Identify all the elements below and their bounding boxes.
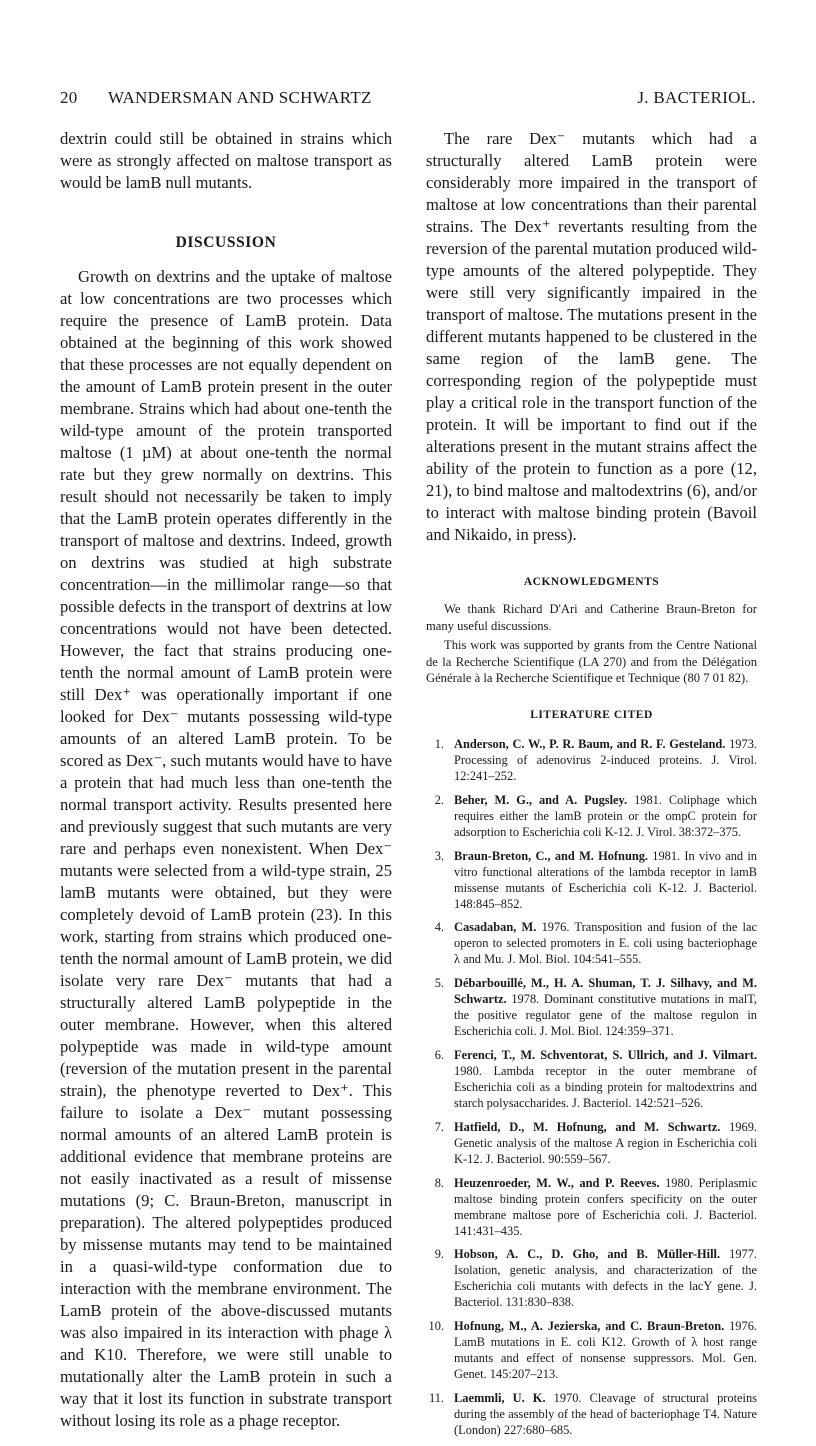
reference-details: 1981. In vivo and in vitro functional alterations of the lambda receptor in lamB missense mutants of Escherichia coli K-12. J. Bacteriol. 148:845–852.: [454, 848, 757, 911]
literature-heading: LITERATURE CITED: [530, 708, 653, 721]
reference-authors: Hobson, A. C., D. Gho, and B. Müller-Hill.: [454, 1247, 721, 1262]
reference-item: [426, 919, 757, 967]
reference-authors: Heuzenroeder, M. W., and P. Reeves.: [454, 1175, 660, 1190]
reference-number: 6.: [434, 1047, 444, 1062]
reference-item: [426, 848, 757, 912]
reference-authors: Anderson, C. W., P. R. Baum, and R. F. Gesteland.: [454, 736, 726, 751]
discussion-heading: DISCUSSION: [175, 234, 277, 251]
intro-paragraph: dextrin could still be obtained in strains which were as strongly affected on maltose transport as would be lamB null mutants.: [60, 129, 392, 192]
reference-number: 9.: [434, 1247, 444, 1262]
journal-name: J. BACTERIOL.: [637, 88, 756, 107]
reference-authors: Casadaban, M.: [454, 920, 537, 935]
reference-authors: Ferenci, T., M. Schventorat, S. Ullrich, and J. Vilmart.: [454, 1047, 757, 1062]
acknowledgment-thanks: We thank Richard D'Ari and Catherine Braun-Breton for many useful discussions.: [426, 602, 757, 633]
reference-item: [426, 975, 757, 1039]
reference-number: 7.: [434, 1119, 444, 1134]
reference-item: [426, 1246, 757, 1310]
reference-authors: Hofnung, M., A. Jezierska, and C. Braun-Breton.: [454, 1319, 725, 1334]
reference-authors: Débarbouillé, M., H. A. Shuman, T. J. Silhavy, and M. Schwartz.: [454, 976, 757, 1007]
reference-number: 2.: [434, 792, 444, 807]
reference-item: [426, 1175, 757, 1239]
reference-number: 3.: [434, 848, 444, 863]
reference-item: [426, 1119, 757, 1167]
reference-details: 1973. Processing of adenovirus 2-induced proteins. J. Virol. 12:241–252.: [454, 736, 757, 783]
reference-authors: Braun-Breton, C., and M. Hofnung.: [454, 848, 649, 863]
discussion-paragraph: Growth on dextrins and the uptake of maltose at low concentrations are two processes which require the presence of LamB protein. Data obtained at the beginning of this work showed that these processes are not equally dependent on the amount of LamB protein present in the outer membrane. Strains which had about one-tenth the wild-type amount of the protein transported maltose (1 µM) at about one-tenth the normal rate but they grew normally on dextrins. This result should not necessarily be taken to imply that the LamB protein operates differently in the transport of maltose and dextrins. Indeed, growth on dextrins was studied at high substrate concentration—in the millimolar range—so that possible defects in the transport of dextrins at low concentrations would not have been detected. However, the fact that strains producing one-tenth the normal amount of LamB protein were still Dex⁺ was operationally important if one looked for Dex⁻ mutants possessing wild-type amounts of an altered LamB protein. To be scored as Dex⁻, such mutants would have to have a protein that had much less than one-tenth the normal transport activity. Results presented here and previously suggest that such mutants are very rare and perhaps even nonexistent. When Dex⁻ mutants were selected from a wild-type strain, 25 lamB mutants were obtained, but they were completely devoid of LamB protein (23). In this work, starting from strains which produced one-tenth the normal amount of LamB protein, we did isolate very rare Dex⁻ mutants that had a structurally altered LamB polypeptide in the outer membrane. However, when this altered polypeptide was made in wild-type amount (reversion of the mutation present in the parental strain), the phenotype reverted to Dex⁺. This failure to isolate a Dex⁻ mutant possessing normal amounts of an altered LamB protein is additional evidence that membrane proteins are not easily inactivated as a result of missense mutations (9; C. Braun-Breton, manuscript in preparation). The altered polypeptides produced by missense mutants may tend to be maintained in a quasi-wild-type conformation due to interaction with the membrane environment. The LamB protein of the above-discussed mutants was also impaired in its interaction with phage λ and K10. Therefore, we were still unable to mutationally alter the LamB protein in such a way that it lost its function in substrate transport without losing its role as a phage receptor.: [60, 267, 392, 1430]
reference-number: 5.: [434, 976, 444, 991]
reference-details: 1977. Isolation, genetic analysis, and characterization of the Escherichia coli mutants with defects in the lacY gene. J. Bacteriol. 131:830–838.: [454, 1247, 757, 1310]
running-authors: WANDERSMAN AND SCHWARTZ: [108, 88, 372, 107]
reference-number: 11.: [428, 1390, 444, 1405]
reference-details: 1978. Dominant constitutive mutations in malT, the positive regulator gene of the maltose regulon in Escherichia coli. J. Mol. Biol. 124:359–371.: [454, 992, 757, 1039]
reference-details: 1976. Transposition and fusion of the lac operon to selected promoters in E. coli using bacteriophage λ and Mu. J. Mol. Biol. 104:541–555.: [454, 920, 758, 967]
reference-number: 1.: [434, 736, 444, 751]
reference-number: 10.: [428, 1319, 444, 1334]
reference-details: 1980. Periplasmic maltose binding protein confers specificity on the outer membrane maltose pore of Escherichia coli. J. Bacteriol. 141:431–435.: [454, 1175, 758, 1238]
acknowledgment-funding: This work was supported by grants from the Centre National de la Recherche Scientifique (LA 270) and from the Délégation Générale à la Recherche Scientifique et Technique (80 7 01 82).: [426, 638, 757, 686]
reference-item: [426, 736, 757, 784]
acknowledgments-heading: ACKNOWLEDGMENTS: [523, 576, 660, 588]
reference-details: 1976. LamB mutations in E. coli K12. Growth of λ host range mutants and effect of nonsense suppressors. Mol. Gen. Genet. 145:207–213.: [454, 1319, 757, 1382]
reference-authors: Beher, M. G., and A. Pugsley.: [454, 792, 628, 807]
conclusion-paragraph: The rare Dex⁻ mutants which had a structurally altered LamB protein were considerably more impaired in the transport of maltose at low concentrations than their parental strains. The Dex⁺ revertants resulting from the reversion of the parental mutation produced wild-type amounts of the altered polypeptide. They were still very significantly impaired in the transport of maltose. The mutations present in the different mutants happened to be clustered in the same region of the lamB gene. The corresponding region of the polypeptide must play a critical role in the transport function of the protein. It will be important to find out if the alterations present in the mutant strains affect the ability of the protein to function as a pore (12, 21), to bind maltose and maltodextrins (6), and/or to interact with maltose binding protein (Bavoil and Nikaido, in press).: [426, 129, 757, 544]
reference-authors: Hatfield, D., M. Hofnung, and M. Schwartz.: [454, 1119, 721, 1134]
reference-number: 8.: [434, 1175, 444, 1190]
reference-authors: Laemmli, U. K.: [454, 1390, 546, 1405]
reference-item: [426, 1047, 757, 1111]
reference-number: 4.: [434, 920, 444, 935]
reference-item: [426, 792, 757, 840]
right-column: [426, 128, 757, 1446]
reference-details: 1980. Lambda receptor in the outer membrane of Escherichia coli as a binding protein for maltodextrins and starch polysaccharides. J. Bacteriol. 142:521–526.: [454, 1063, 757, 1110]
left-column: [60, 128, 392, 1432]
reference-details: 1981. Coliphage which requires either the lamB protein or the ompC protein for adsorption to Escherichia coli K-12. J. Virol. 38:372–375.: [454, 792, 757, 839]
reference-item: [426, 1318, 757, 1382]
reference-details: 1970. Cleavage of structural proteins during the assembly of the head of bacteriophage T4. Nature (London) 227:680–685.: [454, 1390, 757, 1437]
page-number: 20: [60, 88, 78, 107]
reference-details: 1969. Genetic analysis of the maltose A region in Escherichia coli K-12. J. Bacteriol. 90:559–567.: [454, 1119, 757, 1166]
reference-item: [426, 1390, 757, 1438]
reference-list: [426, 736, 757, 1438]
running-header: [60, 88, 756, 112]
